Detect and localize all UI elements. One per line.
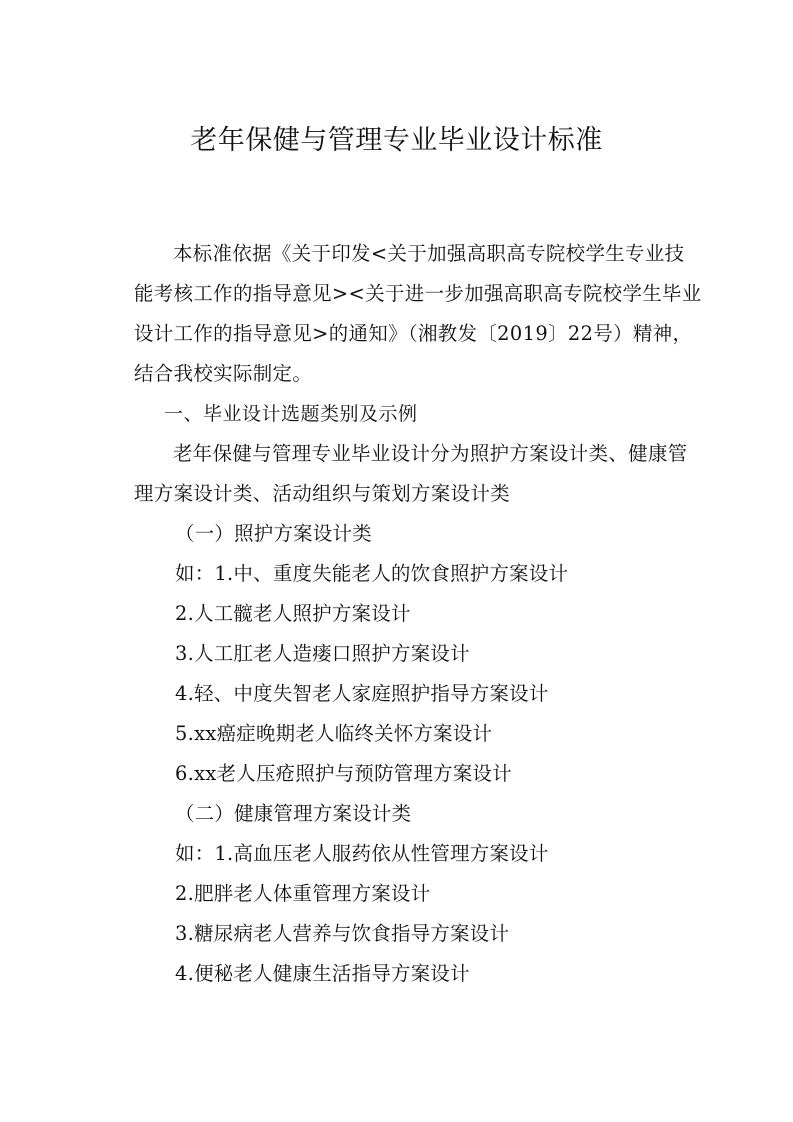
list-item: 如：1.中、重度失能老人的饮食照护方案设计: [175, 562, 569, 585]
intro-paragraph: 本标准依据《关于印发<关于加强高职高专院校学生专业技能考核工作的指导意见><关于进一步加强高职高专院校学生毕业设计工作的指导意见>的通知》（湘教发〔2019〕22号）精神，结合我校实际制定。: [134, 242, 702, 385]
category-title-health-management: （二）健康管理方案设计类: [175, 802, 412, 825]
category-title-care-plan: （一）照护方案设计类: [175, 522, 372, 545]
list-item: 6.xx老人压疮照护与预防管理方案设计: [175, 762, 512, 785]
section-heading: 一、毕业设计选题类别及示例: [164, 403, 418, 425]
list-item: 5.xx癌症晚期老人临终关怀方案设计: [175, 722, 493, 745]
list-item: 3.人工肛老人造瘘口照护方案设计: [175, 642, 470, 665]
list-item: 3.糖尿病老人营养与饮食指导方案设计: [175, 922, 510, 945]
list-item: 2.人工髋老人照护方案设计: [175, 602, 411, 625]
section-intro-paragraph: 老年保健与管理专业毕业设计分为照护方案设计类、健康管理方案设计类、活动组织与策划方案设计类: [134, 442, 688, 505]
list-item: 4.轻、中度失智老人家庭照护指导方案设计: [175, 682, 549, 705]
list-item: 如：1.高血压老人服药依从性管理方案设计: [175, 842, 549, 865]
document-body: [134, 234, 704, 994]
list-item: 2.肥胖老人体重管理方案设计: [175, 882, 431, 905]
document-title: 老年保健与管理专业毕业设计标准: [190, 125, 603, 156]
list-item: 4.便秘老人健康生活指导方案设计: [175, 962, 470, 985]
